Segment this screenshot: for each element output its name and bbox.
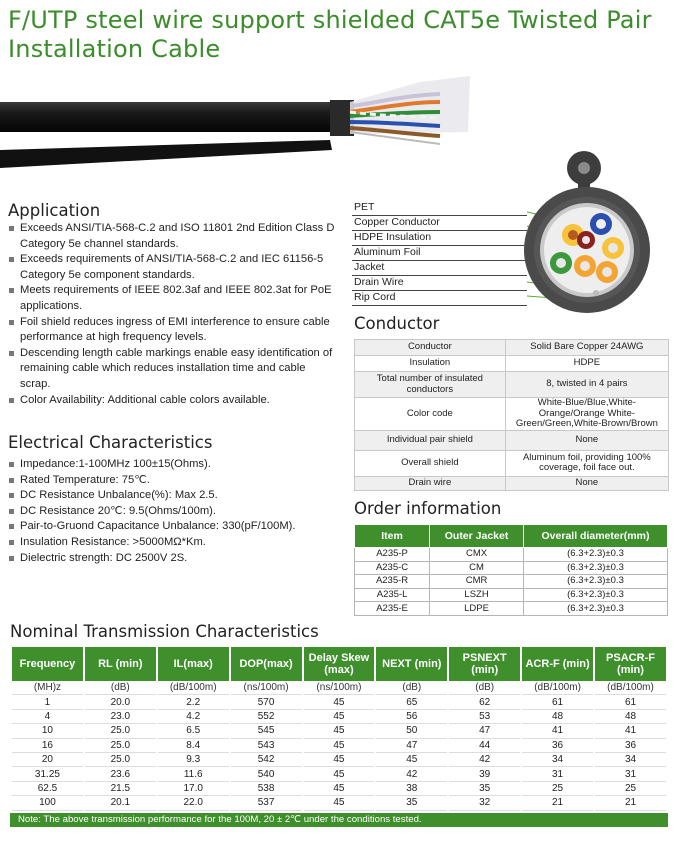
application-item: Color Availability: Additional cable colors available.: [8, 393, 338, 409]
table-cell: (dB/100m): [594, 681, 667, 695]
table-cell: Drain wire: [355, 476, 506, 490]
label-drain-wire: Drain Wire: [352, 276, 527, 291]
application-list: [8, 221, 338, 408]
table-cell: 21.5: [84, 781, 157, 795]
table-cell: 45: [303, 781, 376, 795]
table-cell: 34: [521, 752, 594, 766]
table-cell: (6.3+2.3)±0.3: [524, 602, 668, 616]
nominal-table: [10, 647, 668, 811]
table-cell: 47: [375, 738, 448, 752]
units-row: [11, 681, 667, 695]
table-cell: (MH)z: [11, 681, 84, 695]
conductor-table: [354, 339, 669, 491]
table-cell: (dB): [375, 681, 448, 695]
table-cell: 41: [521, 724, 594, 738]
order-heading: Order information: [354, 499, 502, 518]
table-cell: 25.0: [84, 752, 157, 766]
column-header: DOP(max): [230, 647, 303, 681]
table-cell: 32: [448, 796, 521, 810]
table-cell: 9.3: [157, 752, 230, 766]
table-cell: White-Blue/Blue,White-Orange/Orange White-Green/Green,White-Brown/Brown: [505, 398, 668, 431]
table-cell: 44: [448, 738, 521, 752]
table-cell: 21: [594, 796, 667, 810]
table-cell: 23.6: [84, 767, 157, 781]
cable-cross-section: [500, 140, 680, 315]
application-heading: Application: [8, 201, 101, 220]
column-header: PSNEXT (min): [448, 647, 521, 681]
table-row: [355, 450, 669, 476]
table-cell: 25.0: [84, 724, 157, 738]
table-row: [355, 575, 668, 589]
table-cell: 62: [448, 695, 521, 709]
table-cell: 31: [594, 767, 667, 781]
table-cell: 552: [230, 709, 303, 723]
table-cell: A235-E: [355, 602, 430, 616]
table-cell: 61: [521, 695, 594, 709]
table-cell: 45: [303, 767, 376, 781]
table-cell: 47: [448, 724, 521, 738]
table-cell: 25: [594, 781, 667, 795]
label-aluminum-foil: Aluminum Foil: [352, 246, 527, 261]
table-cell: 22.0: [157, 796, 230, 810]
table-row: [11, 781, 667, 795]
table-cell: LDPE: [430, 602, 524, 616]
table-cell: 543: [230, 738, 303, 752]
table-cell: 48: [594, 709, 667, 723]
application-item: Exceeds ANSI/TIA-568-C.2 and ISO 11801 2nd Edition Class D Category 5e channel standards.: [8, 221, 338, 252]
table-cell: 48: [521, 709, 594, 723]
table-cell: 50: [375, 724, 448, 738]
table-cell: 45: [303, 752, 376, 766]
table-cell: 542: [230, 752, 303, 766]
table-cell: 11.6: [157, 767, 230, 781]
table-cell: None: [505, 430, 668, 450]
table-cell: A235-R: [355, 575, 430, 589]
table-cell: Total number of insulated conductors: [355, 372, 506, 398]
table-cell: A235-P: [355, 548, 430, 562]
table-cell: 23.0: [84, 709, 157, 723]
table-row: [11, 752, 667, 766]
label-hdpe-insulation: HDPE Insulation: [352, 231, 527, 246]
table-row: [11, 709, 667, 723]
table-cell: 20.0: [84, 695, 157, 709]
table-cell: 56: [375, 709, 448, 723]
table-cell: (dB): [448, 681, 521, 695]
table-cell: Solid Bare Copper 24AWG: [505, 340, 668, 356]
table-cell: 45: [303, 724, 376, 738]
table-cell: 570: [230, 695, 303, 709]
table-row: [355, 356, 669, 372]
table-row: [355, 372, 669, 398]
table-cell: (dB): [84, 681, 157, 695]
table-row: [355, 430, 669, 450]
application-item: Descending length cable markings enable easy identification of remaining cable which reduces installation time and cable scrap.: [8, 346, 338, 393]
table-cell: 25.0: [84, 738, 157, 752]
conductor-heading: Conductor: [354, 314, 440, 333]
table-cell: (ns/100m): [303, 681, 376, 695]
table-header-row: [355, 525, 668, 548]
table-cell: 42: [375, 767, 448, 781]
table-cell: 35: [375, 796, 448, 810]
label-rip-cord: Rip Cord: [352, 291, 527, 306]
table-cell: 45: [375, 752, 448, 766]
table-cell: (6.3+2.3)±0.3: [524, 575, 668, 589]
table-cell: 31.25: [11, 767, 84, 781]
table-cell: Overall shield: [355, 450, 506, 476]
table-cell: 537: [230, 796, 303, 810]
table-cell: 45: [303, 695, 376, 709]
application-item: Foil shield reduces ingress of EMI interference to ensure cable performance at high frequency levels.: [8, 315, 338, 346]
table-cell: A235-L: [355, 588, 430, 602]
table-cell: Individual pair shield: [355, 430, 506, 450]
nominal-heading: Nominal Transmission Characteristics: [10, 622, 319, 641]
electrical-item: Insulation Resistance: >5000MΩ*Km.: [8, 535, 338, 551]
table-cell: 35: [448, 781, 521, 795]
table-cell: Color code: [355, 398, 506, 431]
electrical-item: Impedance:1-100MHz 100±15(Ohms).: [8, 457, 338, 473]
table-cell: 4: [11, 709, 84, 723]
table-cell: 45: [303, 796, 376, 810]
table-cell: 8.4: [157, 738, 230, 752]
table-cell: 36: [594, 738, 667, 752]
table-cell: 34: [594, 752, 667, 766]
table-cell: CM: [430, 561, 524, 575]
column-header: IL(max): [157, 647, 230, 681]
table-row: [11, 796, 667, 810]
table-cell: (dB/100m): [157, 681, 230, 695]
table-cell: 20: [11, 752, 84, 766]
table-cell: (ns/100m): [230, 681, 303, 695]
label-jacket: Jacket: [352, 261, 527, 276]
table-cell: None: [505, 476, 668, 490]
table-row: [355, 602, 668, 616]
table-row: [355, 476, 669, 490]
page-title: F/UTP steel wire support shielded CAT5e Twisted Pair Installation Cable: [8, 6, 652, 63]
table-cell: 53: [448, 709, 521, 723]
column-header: NEXT (min): [375, 647, 448, 681]
label-pet: PET: [352, 201, 527, 216]
table-cell: (dB/100m): [521, 681, 594, 695]
table-row: [11, 738, 667, 752]
table-cell: 17.0: [157, 781, 230, 795]
electrical-item: Dielectric strength: DC 2500V 2S.: [8, 551, 338, 567]
electrical-item: DC Resistance 20℃: 9.5(Ohms/100m).: [8, 504, 338, 520]
column-header: Overall diameter(mm): [524, 525, 668, 548]
table-cell: Insulation: [355, 356, 506, 372]
table-cell: 38: [375, 781, 448, 795]
table-row: [11, 695, 667, 709]
table-cell: 31: [521, 767, 594, 781]
column-header: PSACR-F (min): [594, 647, 667, 681]
electrical-item: Pair-to-Gruond Capacitance Unbalance: 330(pF/100M).: [8, 519, 338, 535]
table-cell: 540: [230, 767, 303, 781]
column-header: ACR-F (min): [521, 647, 594, 681]
electrical-heading: Electrical Characteristics: [8, 433, 213, 452]
table-cell: (6.3+2.3)±0.3: [524, 561, 668, 575]
table-cell: A235-C: [355, 561, 430, 575]
table-row: [355, 588, 668, 602]
table-cell: 61: [594, 695, 667, 709]
table-row: [355, 561, 668, 575]
column-header: Delay Skew (max): [303, 647, 376, 681]
label-copper-conductor: Copper Conductor: [352, 216, 527, 231]
table-cell: (6.3+2.3)±0.3: [524, 548, 668, 562]
table-cell: 45: [303, 738, 376, 752]
column-header: Outer Jacket: [430, 525, 524, 548]
table-cell: 10: [11, 724, 84, 738]
table-cell: CMX: [430, 548, 524, 562]
table-cell: HDPE: [505, 356, 668, 372]
table-cell: (6.3+2.3)±0.3: [524, 588, 668, 602]
table-cell: 65: [375, 695, 448, 709]
table-cell: 100: [11, 796, 84, 810]
table-cell: 538: [230, 781, 303, 795]
electrical-item: DC Resistance Unbalance(%): Max 2.5.: [8, 488, 338, 504]
table-cell: 6.5: [157, 724, 230, 738]
table-cell: 1: [11, 695, 84, 709]
table-cell: 2.2: [157, 695, 230, 709]
table-cell: 21: [521, 796, 594, 810]
table-cell: 45: [303, 709, 376, 723]
table-row: [11, 724, 667, 738]
table-cell: 16: [11, 738, 84, 752]
table-cell: Conductor: [355, 340, 506, 356]
table-cell: 39: [448, 767, 521, 781]
column-header: Frequency: [11, 647, 84, 681]
application-item: Exceeds requirements of ANSI/TIA-568-C.2 and IEC 61156-5 Category 5e component standards.: [8, 252, 338, 283]
table-row: [11, 767, 667, 781]
table-cell: LSZH: [430, 588, 524, 602]
table-row: [355, 398, 669, 431]
application-item: Meets requirements of IEEE 802.3af and IEEE 802.3at for PoE applications.: [8, 283, 338, 314]
order-table: [354, 524, 668, 616]
table-cell: 41: [594, 724, 667, 738]
column-header: RL (min): [84, 647, 157, 681]
table-row: [355, 340, 669, 356]
table-cell: 20.1: [84, 796, 157, 810]
electrical-item: Rated Temperature: 75℃.: [8, 473, 338, 489]
table-cell: 545: [230, 724, 303, 738]
table-cell: Aluminum foil, providing 100% coverage, foil face out.: [505, 450, 668, 476]
table-cell: 62.5: [11, 781, 84, 795]
table-cell: CMR: [430, 575, 524, 589]
table-row: [355, 548, 668, 562]
table-header-row: [11, 647, 667, 681]
table-note: Note: The above transmission performance for the 100M, 20 ± 2℃ under the conditions tested.: [10, 813, 668, 827]
column-header: Item: [355, 525, 430, 548]
table-cell: 36: [521, 738, 594, 752]
table-cell: 42: [448, 752, 521, 766]
table-cell: 25: [521, 781, 594, 795]
electrical-list: [8, 457, 338, 566]
table-cell: 4.2: [157, 709, 230, 723]
table-cell: 8, twisted in 4 pairs: [505, 372, 668, 398]
